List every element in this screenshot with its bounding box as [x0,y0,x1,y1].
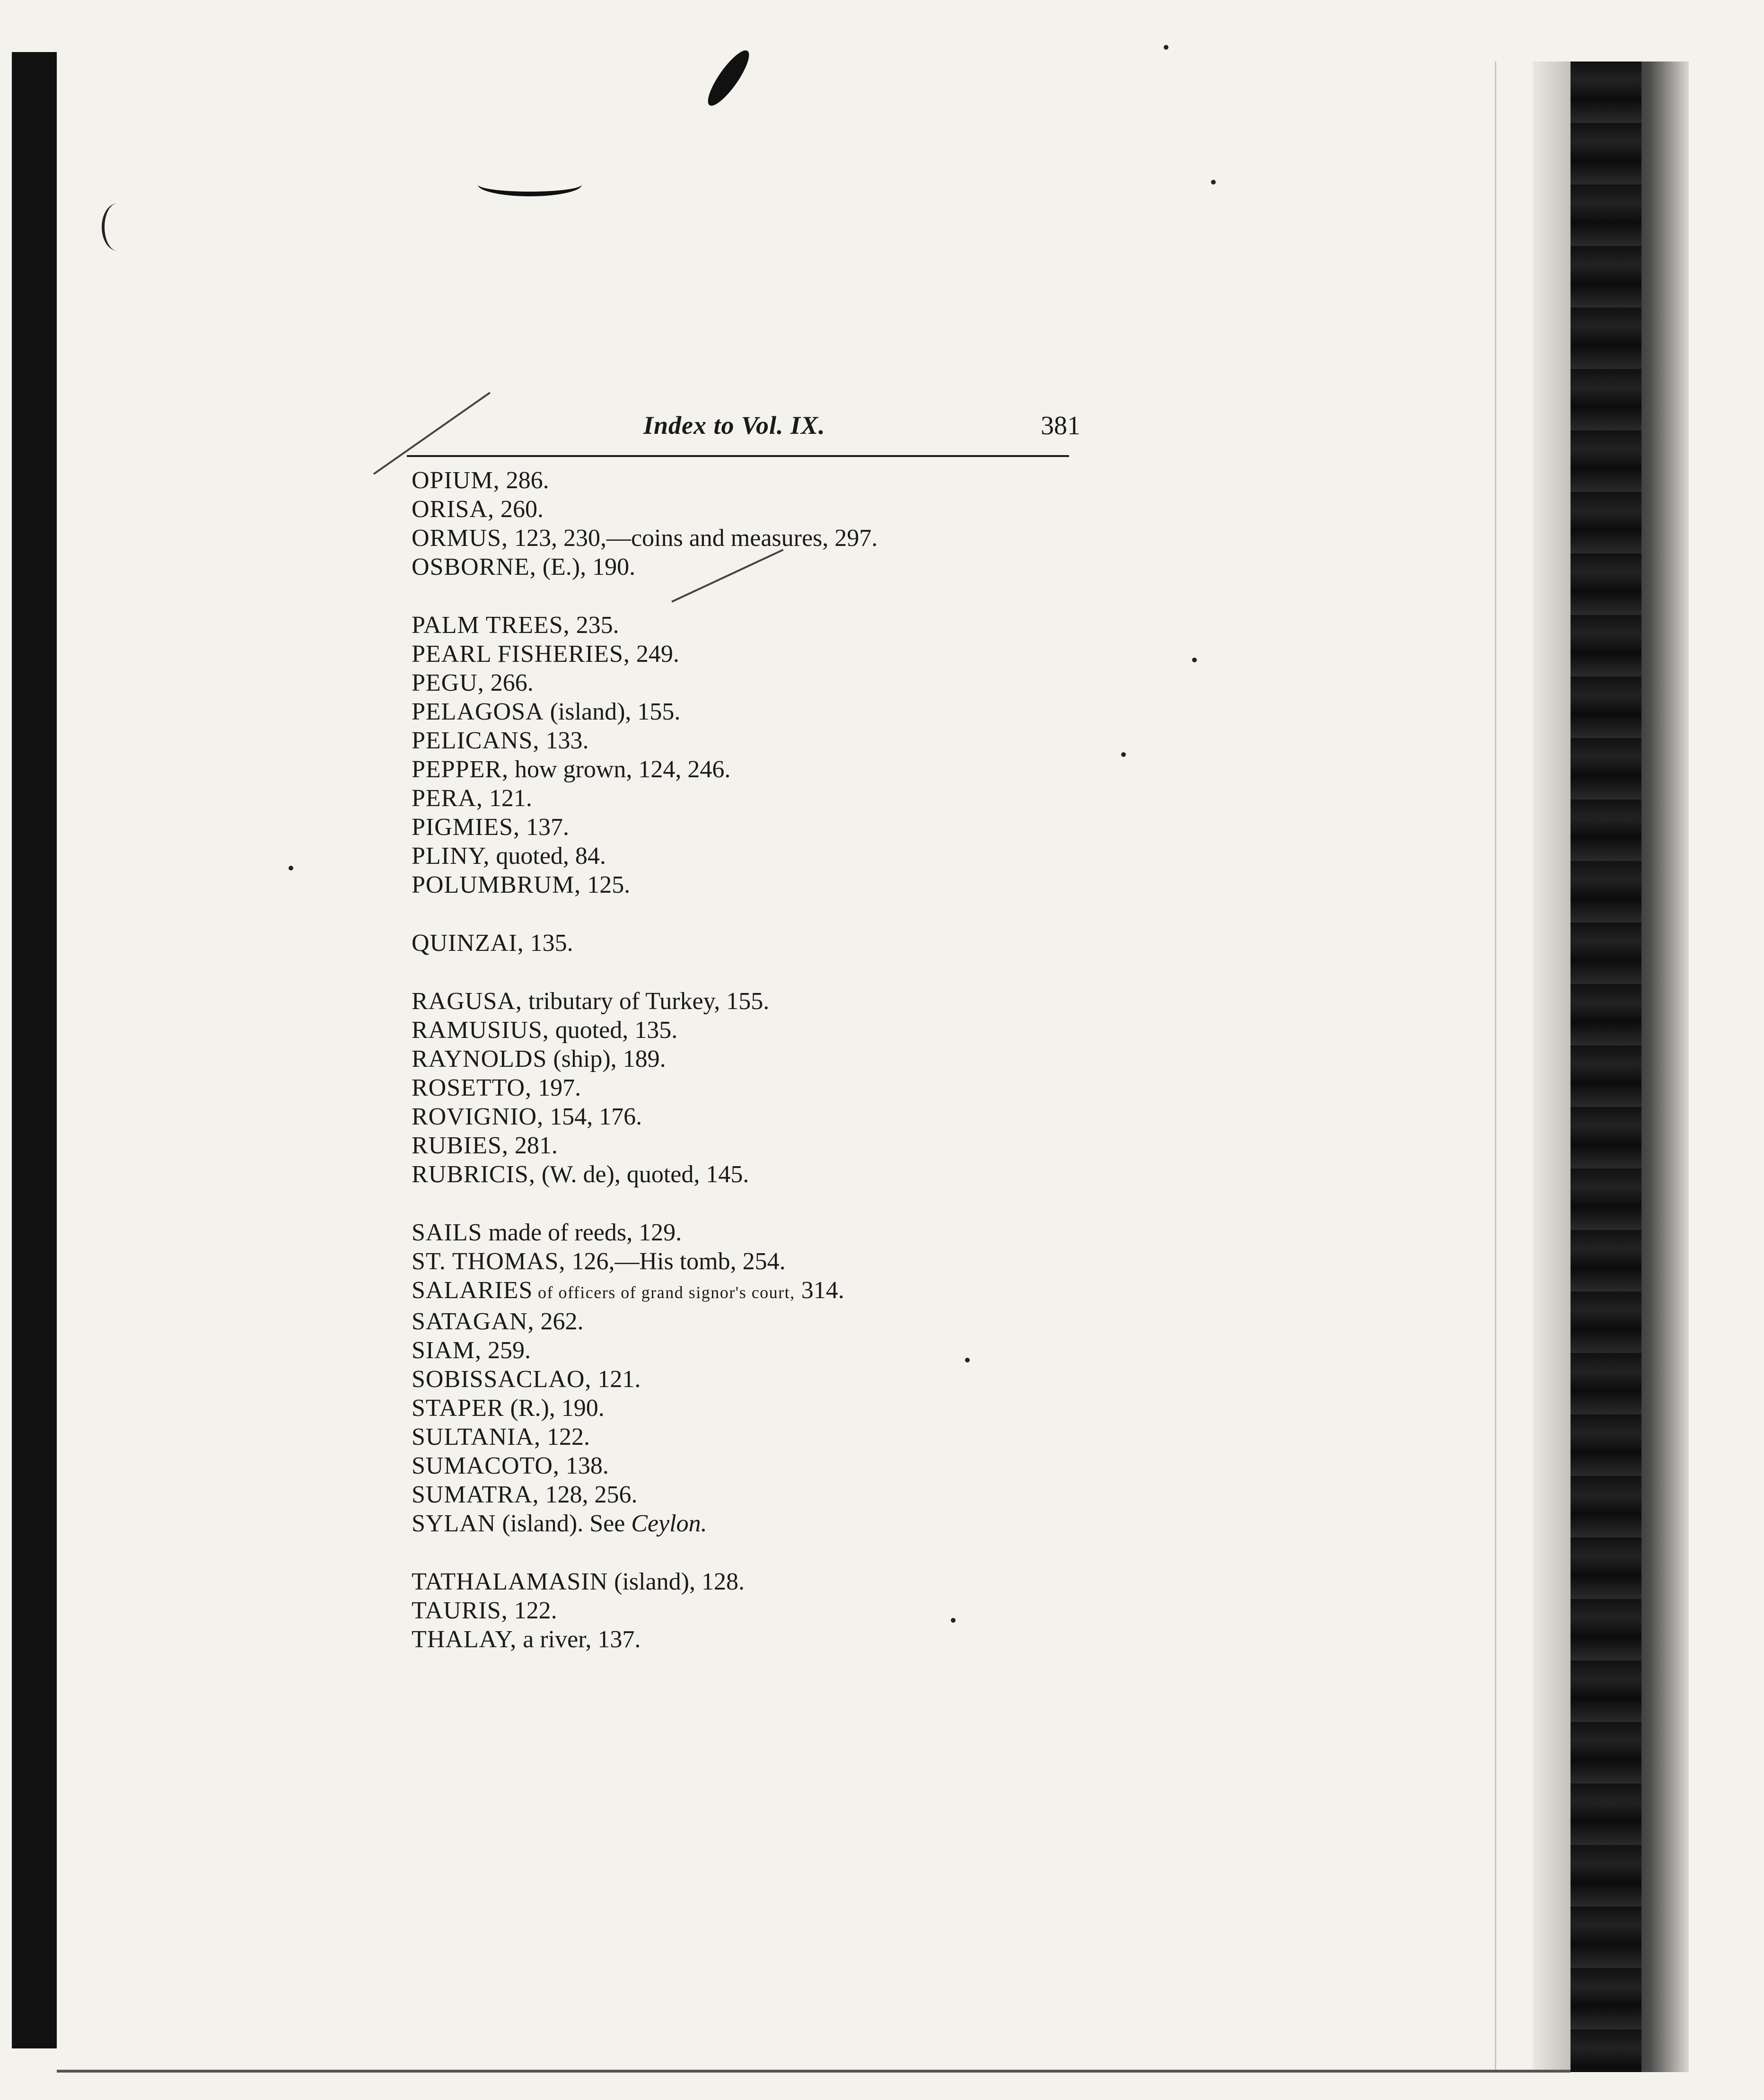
index-entry-heading: ORMUS, [412,525,508,552]
index-entry-references: 126,—His tomb, 254. [565,1248,786,1275]
index-entry-references: 121. [483,785,532,812]
index-entry-references: 260. [494,496,544,523]
index-entry [412,987,1216,1016]
index-entry-references: (island). See [496,1510,632,1537]
index-entry [412,1016,1216,1045]
index-entry-heading: PEPPER, [412,756,509,783]
index-entry [412,755,1216,784]
index-entry [412,1247,1216,1276]
ink-speck [1211,180,1216,185]
index-entry [412,784,1216,813]
index-entry-heading: SAILS [412,1219,483,1246]
index-entry-heading: RAGUSA, [412,988,522,1015]
index-entry [412,668,1216,697]
index-entry-references: quoted, 84. [490,843,606,870]
ink-arc-mark [102,203,133,251]
index-entry-heading: TATHALAMASIN [412,1568,608,1595]
index-entry [412,1045,1216,1073]
index-entry-heading: PELAGOSA [412,698,544,725]
ink-speck [1164,45,1168,50]
header-rule [407,455,1069,457]
index-entry-heading: SALARIES [412,1277,533,1304]
index-entry-references: 154, 176. [544,1103,642,1130]
index-entry-heading: ROVIGNIO, [412,1103,544,1130]
index-entry-heading: RUBRICIS, [412,1161,535,1188]
index-entry-references: 259. [482,1337,531,1364]
index-entry-heading: SOBISSACLAO, [412,1366,592,1393]
index-entry-heading: SUMACOTO, [412,1452,560,1479]
index-entry [412,1423,1216,1451]
index-entry-heading: ROSETTO, [412,1074,532,1101]
index-entry-references: 122. [541,1423,590,1450]
index-entry [412,495,1216,524]
index-entry-heading: TAURIS, [412,1597,508,1624]
index-entry [412,1336,1216,1365]
index-entry-heading: OPIUM, [412,467,500,494]
index-entry-heading: PLINY, [412,843,490,870]
index-entry-heading: PEARL FISHERIES, [412,641,630,668]
index-entry [412,1451,1216,1480]
index-entry-heading: PALM TREES, [412,612,570,639]
index-entry [412,1567,1216,1596]
ink-speck [289,866,293,870]
index-entry-heading: THALAY, [412,1626,517,1653]
index-entry [412,1160,1216,1189]
index-entry-references: (E.), 190. [536,554,636,580]
index-entry-references: (ship), 189. [547,1046,666,1072]
index-entry-cross-reference: Ceylon. [631,1510,707,1537]
index-entry-heading: PIGMIES, [412,814,520,841]
index-entry [412,697,1216,726]
index-entry-references: 286. [500,467,549,494]
index-entry [412,611,1216,640]
index-entry-references: 314. [795,1277,844,1304]
index-entry-heading: ST. THOMAS, [412,1248,566,1275]
page-bottom-edge [57,2070,1571,2073]
index-entry-heading: PERA, [412,785,483,812]
index-entry [412,553,1216,581]
index-entry-heading: OSBORNE, [412,554,536,580]
index-entry-references: 281. [508,1132,558,1159]
index-entry-heading: SULTANIA, [412,1423,541,1450]
index-entry [412,813,1216,842]
index-entry-heading: ORISA, [412,496,495,523]
index-entry-references: 133. [539,727,589,754]
scan-edge-right-shadow [1571,62,1641,2072]
index-entry-references: 266. [484,669,534,696]
index-entry-references: 197. [532,1074,581,1101]
scan-edge-left [12,52,57,2048]
running-head: Index to Vol. IX. [643,411,825,439]
page-header [407,407,1080,449]
index-entry-heading: RAYNOLDS [412,1046,547,1072]
index-entry-references: 249. [630,641,679,668]
index-entry [412,842,1216,870]
index-list [412,466,1216,1654]
index-entry [412,1131,1216,1160]
index-entry-heading: PEGU, [412,669,484,696]
index-entry-references: 135. [524,930,573,957]
index-entry [412,1509,1216,1538]
index-entry-heading: POLUMBRUM, [412,871,581,898]
index-entry [412,1073,1216,1102]
index-entry-references: (R.), 190. [504,1395,605,1422]
index-entry [412,1307,1216,1336]
index-entry [412,466,1216,495]
index-entry-heading: SUMATRA, [412,1481,539,1508]
index-entry-heading: PELICANS, [412,727,540,754]
index-entry-references: tributary of Turkey, 155. [522,988,770,1015]
index-entry-references: (island), 128. [608,1568,745,1595]
index-entry-subheading: of officers of grand signor's court, [533,1283,795,1302]
index-entry [412,726,1216,755]
index-entry-heading: RAMUSIUS, [412,1017,549,1044]
index-entry-references: (W. de), quoted, 145. [535,1161,749,1188]
index-entry-references: 137. [520,814,570,841]
index-entry-heading: SYLAN [412,1510,496,1537]
index-entry-references: 128, 256. [539,1481,638,1508]
index-entry-references: quoted, 135. [549,1017,678,1044]
index-entry-references: how grown, 124, 246. [508,756,731,783]
index-entry-references: 121. [591,1366,641,1393]
index-entry [412,1596,1216,1625]
index-entry-references: 235. [570,612,619,639]
index-entry-heading: SATAGAN, [412,1308,535,1335]
index-entry-references: made of reeds, 129. [482,1219,682,1246]
index-entry [412,1218,1216,1247]
page-gutter-line [1495,62,1496,2072]
index-entry [412,524,1216,553]
index-entry-heading: STAPER [412,1395,504,1422]
index-entry-references: 138. [559,1452,609,1479]
index-entry [412,929,1216,958]
ink-stroke-mark [478,173,582,196]
index-entry-references: 123, 230,—coins and measures, 297. [508,525,878,552]
index-entry [412,1394,1216,1423]
index-entry [412,1625,1216,1654]
index-entry-heading: SIAM, [412,1337,482,1364]
index-entry-heading: RUBIES, [412,1132,509,1159]
ink-blot-mark [702,45,755,111]
index-entry [412,1102,1216,1131]
page-number: 381 [1041,411,1080,440]
index-entry-references: (island), 155. [544,698,681,725]
index-entry-references: a river, 137. [517,1626,641,1653]
index-entry [412,1365,1216,1394]
index-entry [412,1480,1216,1509]
index-entry-heading: QUINZAI, [412,930,524,957]
index-entry [412,870,1216,899]
index-entry-references: 262. [534,1308,584,1335]
index-entry-references: 122. [508,1597,557,1624]
index-entry-references: 125. [581,871,631,898]
index-entry [412,640,1216,668]
index-entry [412,1276,1216,1307]
